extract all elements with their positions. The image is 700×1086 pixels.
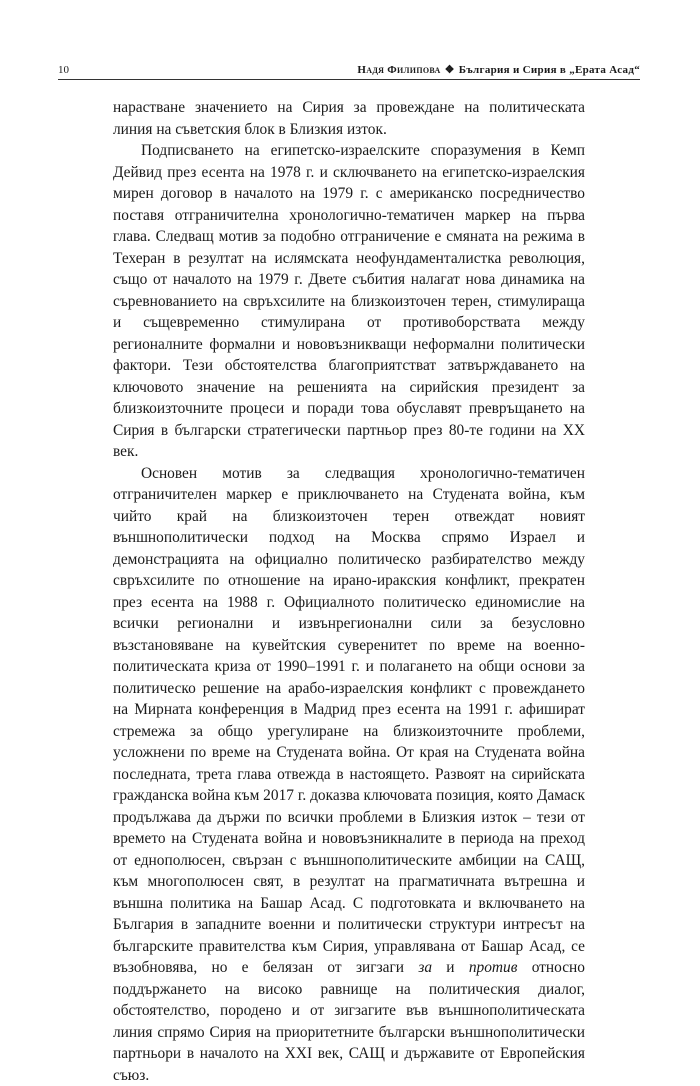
page-number: 10: [58, 62, 69, 78]
paragraph-3-text-b: относно поддържането на високо равнище на политическия диалог, обстоятелство, породено и от зигзагите във външнополитическата линия спрямо Сирия на приоритетните български външнополитически партньори в началото на XXI век, САЩ и държавите от Европейския съюз.: [113, 959, 585, 1084]
paragraph-3: [113, 463, 585, 1086]
emphasis-za: за: [418, 959, 432, 976]
paragraph-3-conj: и: [432, 959, 469, 976]
emphasis-protiv: против: [469, 959, 518, 976]
ornament-icon: ❖: [445, 64, 455, 76]
running-head-title: България и Сирия в „Ерата Асад“: [459, 64, 640, 76]
running-head-author: Надя Филипова: [357, 64, 440, 76]
running-head: [357, 62, 640, 78]
header-rule: [58, 79, 640, 80]
body-text: [113, 97, 585, 1086]
paragraph-1: нарастване значението на Сирия за провеждане на политическата линия на съветския блок в Близкия изток.: [113, 97, 585, 140]
paragraph-2: Подписването на египетско-израелските споразумения в Кемп Дейвид през есента на 1978 г. и сключването на египетско-израелския мирен договор в началото на 1979 г. с американско посредничество поставя отграничителна хронологично-тематичен маркер на първа глава. Следващ мотив за подобно отграничение е смяната на режима в Техеран в резултат на ислямската неофундаменталистка революция, също от началото на 1979 г. Двете събития налагат нова динамика на съревнованието на свръхсилите на близкоизточен терен, стимулираща и същевременно стимулирана от противоборствата между регионалните формални и нововъзникващи неформални политически фактори. Тези обстоятелства благоприятстват затвърждаването на ключовото значение на решенията на сирийския президент за близкоизточните процеси и поради това обуславят превръщането на Сирия в български стратегически партньор през 80-те години на XX век.: [113, 140, 585, 463]
paragraph-3-text-a: Основен мотив за следващия хронологично-тематичен отграничителен маркер е приключването на Студената война, към чийто край на близкоизточен терен отвеждат новият външнополитически подход на Москва спрямо Израел и демонстрацията на официално политическо разбирателство между свръхсилите по отношение на ирано-иракския конфликт, прекратен през есента на 1988 г. Официалното политическо единомислие на всички регионални и извънрегионални сили за безусловно възстановяване на кувейтския суверенитет по време на военно-политическата криза от 1990–1991 г. и полагането на общи основи за политическо решение на арабо-израелския конфликт с провеждането на Мирната конференция в Мадрид през есента на 1991 г. афишират стремежа за общо урегулиране на близкоизточните проблеми, усложнени по време на Студената война. От края на Студената война последната, трета глава отвежда в настоящето. Развоят на сирийската гражданска война към 2017 г. доказва ключовата позиция, която Дамаск продължава да държи по всички проблеми в Близкия изток – тези от времето на Студената война и нововъзникналите в периода на преход от еднополюсен, свързан с външнополитическите амбиции на САЩ, към многополюсен свят, в резултат на прагматичната вътрешна и външна политика на Башар Асад. С подготовката и включването на България в западните военни и политически структури интресът на българските правителства към Сирия, управлявана от Башар Асад, се възобновява, но е белязан от зигзаги: [113, 465, 585, 977]
page-header: [58, 62, 640, 78]
